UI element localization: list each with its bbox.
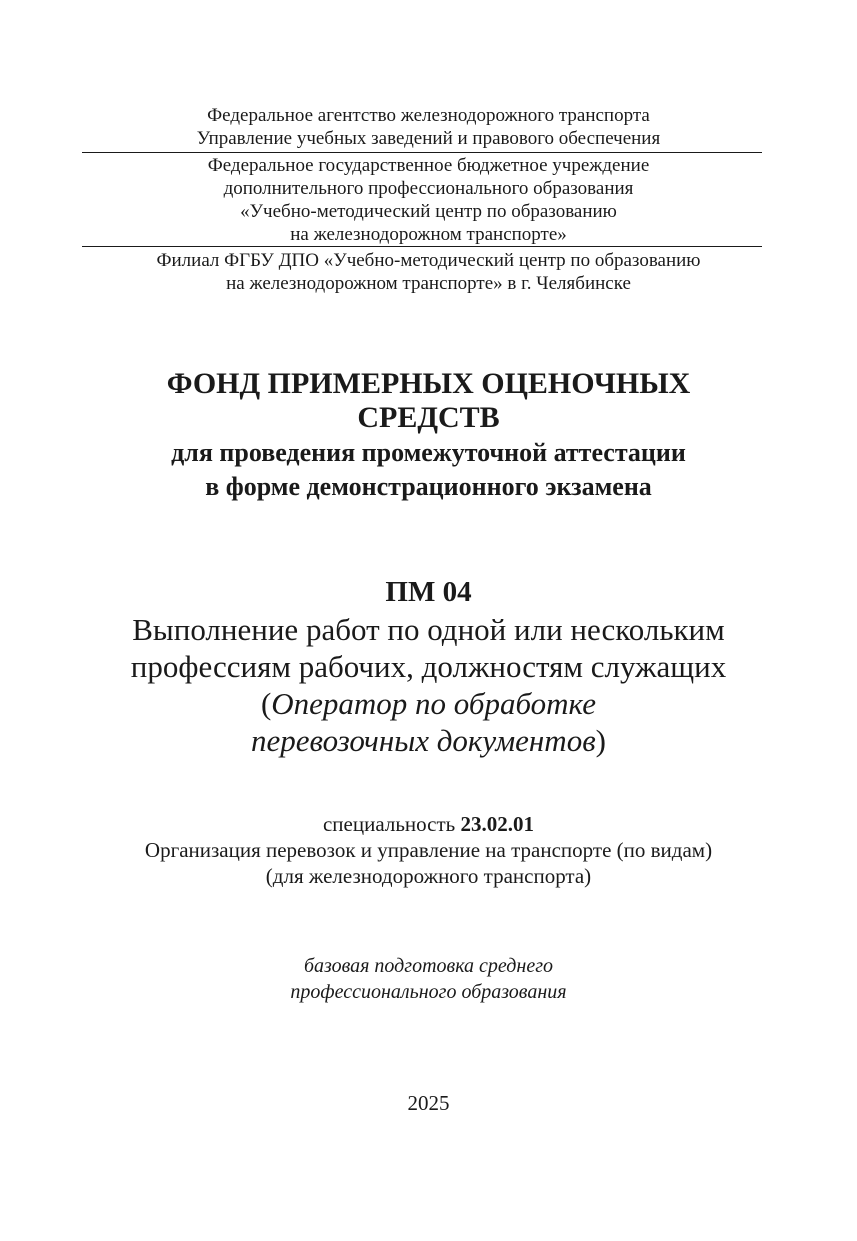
level-line: базовая подготовка среднего (303, 955, 554, 977)
specialty-line (0, 811, 857, 837)
branch-block (0, 249, 857, 295)
branch-line: на железнодорожном транспорте» в г. Челябинске (226, 273, 631, 294)
specialty-name: Организация перевозок и управление на транспорте (по видам) (144, 838, 713, 862)
institution-line: на железнодорожном транспорте» (290, 224, 567, 245)
paren-close: ) (595, 723, 606, 758)
agency-block (0, 104, 857, 150)
module-code: ПМ 04 (385, 576, 472, 608)
institution-line: Федеральное государственное бюджетное учреждение (207, 155, 650, 176)
header-divider-top (82, 152, 762, 153)
title-line: ФОНД ПРИМЕРНЫХ ОЦЕНОЧНЫХ (166, 367, 691, 400)
module-profession-line (0, 685, 857, 722)
specialty-code: 23.02.01 (460, 812, 534, 836)
header-divider-bottom (82, 246, 762, 247)
agency-name: Федеральное агентство железнодорожного транспорта (207, 105, 650, 126)
title-subline: в форме демонстрационного экзамена (205, 472, 652, 501)
module-block (0, 573, 857, 759)
specialty-qualifier: (для железнодорожного транспорта) (265, 864, 592, 888)
publication-year (0, 1090, 857, 1116)
title-line: СРЕДСТВ (357, 401, 500, 434)
profession-name-part: Оператор по обработке (271, 686, 597, 721)
agency-department: Управление учебных заведений и правового обеспечения (196, 128, 661, 149)
institution-block (0, 154, 857, 246)
profession-name-part: перевозочных документов (251, 723, 596, 758)
level-line: профессионального образования (290, 981, 567, 1003)
institution-line: «Учебно-методический центр по образованию (240, 201, 617, 222)
branch-line: Филиал ФГБУ ДПО «Учебно-методический центр по образованию (156, 250, 701, 271)
title-subline: для проведения промежуточной аттестации (171, 438, 686, 467)
institution-line: дополнительного профессионального образования (223, 178, 634, 199)
specialty-block (0, 811, 857, 889)
document-title (0, 367, 857, 504)
education-level (0, 953, 857, 1005)
module-name-line: профессиям рабочих, должностям служащих (130, 649, 727, 684)
year-text: 2025 (407, 1091, 450, 1115)
specialty-label: специальность (322, 812, 461, 836)
paren-open: ( (260, 686, 272, 721)
module-name-line: Выполнение работ по одной или нескольким (132, 612, 725, 647)
module-profession-line (0, 722, 857, 759)
